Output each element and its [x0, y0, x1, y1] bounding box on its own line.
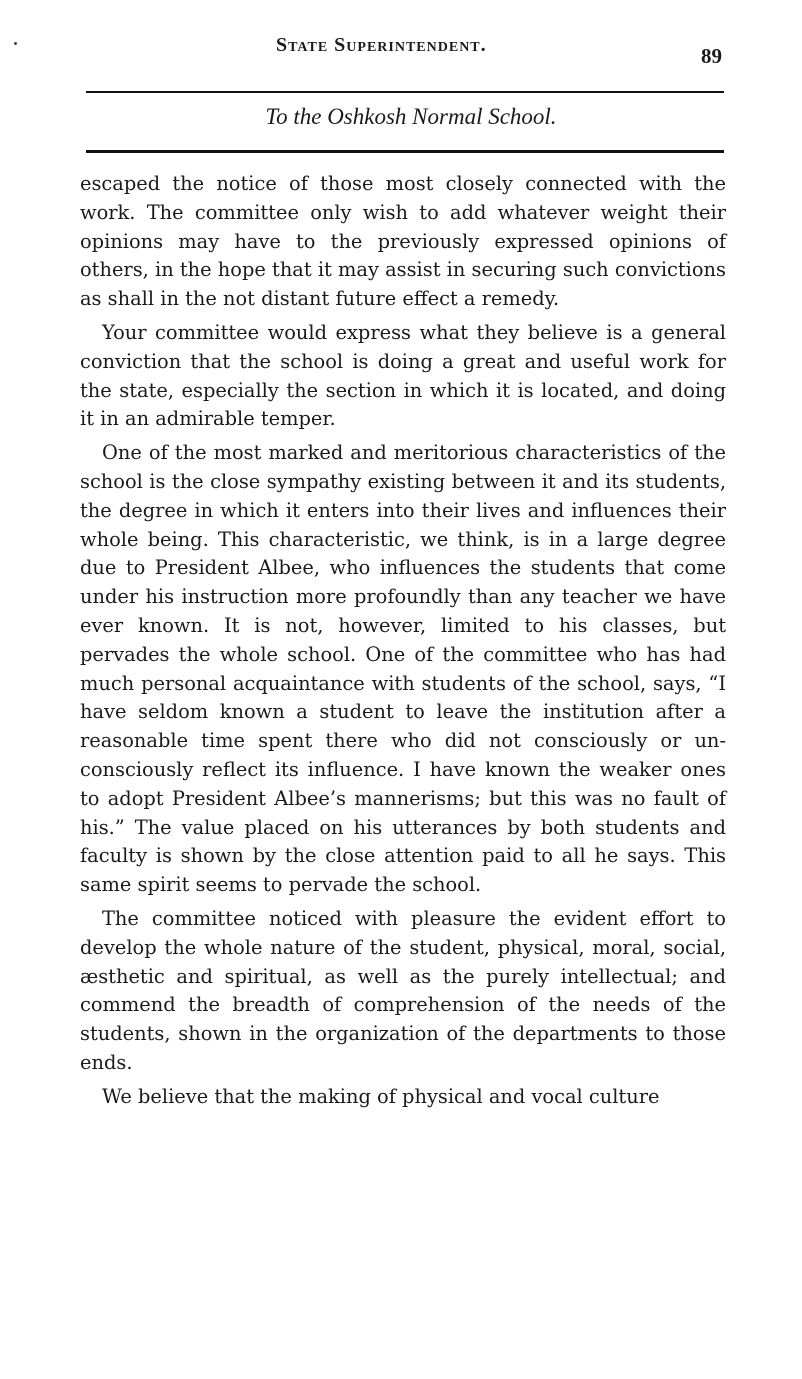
running-title: State Superintendent. [276, 34, 487, 56]
section-title: To the Oshkosh Normal School. [265, 104, 557, 129]
paragraph: The committee noticed with pleasure the evident effort to develop the whole nature of the student, physical, moral, social, æsthetic and spiritual, as well as the purely intellectual; and commend the breadth of comprehension of the needs of the students, shown in the organization of the departments to those ends. [80, 906, 726, 1074]
body-text [80, 170, 726, 1117]
top-rule [86, 91, 724, 93]
paragraph: One of the most marked and meritorious characteristics of the school is the close sympathy existing between it and its students, the degree in which it enters into their lives and influences their whole being. This characteristic, we think, is in a large degree due to President Albee, who influences the students that come under his instruction more profoundly than any teacher we have ever known. It is not, however, limited to his classes, but pervades the whole school. One of the committee who has had much personal acquaintance with students of the school, says, “I have seldom known a student to leave the institution after a reasonable time spent there who did not consciously or unconsciously reflect its influence. I have known the weaker ones to adopt President Albee’s mannerisms; but this was no fault of his.” The value placed on his utterances by both students and faculty is shown by the close attention paid to all he says. This same spirit seems to pervade the school. [80, 441, 726, 897]
running-head [0, 34, 802, 68]
paragraph: Your committee would express what they believe is a general conviction that the school is doing a great and useful work for the state, especially the section in which it is located, and doing it in an admirable temper. [80, 320, 726, 431]
paragraph: We believe that the making of physical and vocal culture [102, 1084, 660, 1108]
page-number: 89 [701, 44, 722, 68]
bottom-rule [86, 150, 724, 153]
paragraph: escaped the notice of those most closely connected with the work. The committee only wish to add whatever weight their opinions may have to the previously expressed opinions of others, in the hope that it may assist in securing such convictions as shall in the not distant future effect a remedy. [80, 172, 726, 311]
